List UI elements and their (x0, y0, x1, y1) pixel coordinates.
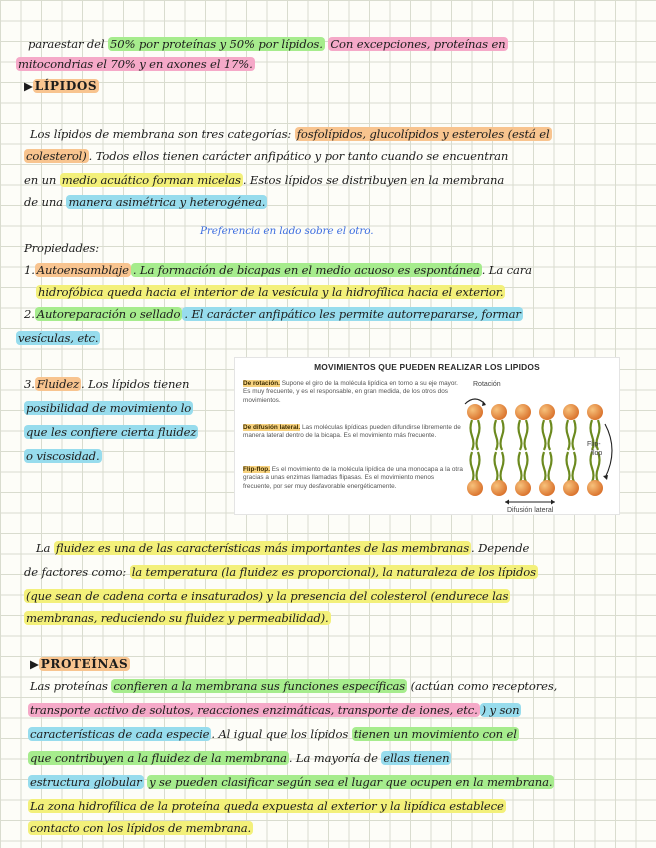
proteins-line1 (30, 678, 557, 694)
prop2-line2 (16, 330, 100, 346)
arrow-head (551, 500, 555, 505)
highlight: tienen un movimiento con el (353, 727, 517, 741)
highlight: colesterol) (26, 149, 87, 163)
proteins-line7 (28, 820, 253, 836)
section-title: PROTEÍNAS (40, 657, 129, 671)
label-diffusion: Difusión lateral (507, 507, 554, 514)
figure-term: De difusión lateral. (243, 424, 301, 431)
text: 2. (24, 307, 35, 321)
text: 3. (24, 377, 35, 391)
bilayer-diagram (455, 374, 615, 514)
proteins-line2 (28, 702, 521, 718)
text: . La mayoría de (288, 751, 378, 765)
highlight: Con excepciones, proteínas en (330, 37, 506, 51)
figure-item-flipflop (243, 466, 463, 491)
text: . Al igual que los lípidos (211, 727, 349, 741)
label-flop: flop (591, 450, 603, 457)
highlight: Autoensamblaje (36, 263, 129, 277)
prop2-line1 (24, 306, 523, 322)
arrow-head (603, 475, 608, 480)
prop3-line1 (24, 376, 189, 392)
intro-line-1 (28, 36, 508, 52)
highlight: (que sean de cadena corta e insaturados) y la presencia del colesterol (endurece las (26, 589, 509, 603)
text: Los lípidos de membrana son tres categorías: (30, 127, 292, 141)
lipids-p1-line3 (24, 172, 504, 188)
highlight: mitocondrias el 70% y en axones el 17%. (18, 57, 253, 71)
prop1-line1 (24, 262, 532, 278)
text: . La cara (481, 263, 532, 277)
proteins-line6 (28, 798, 506, 814)
intro-line-2 (16, 56, 255, 72)
label-flip: Flip- (587, 441, 601, 448)
text: . Estos lípidos se distribuyen en la membrana (242, 173, 505, 187)
figure-text: Supone el giro de la molécula lipídica en torno a su eje mayor. Es muy frecuente, y es el responsable, en gran medida, de los otros dos movimientos. (243, 380, 458, 404)
highlight: estructura globular (30, 775, 142, 789)
highlight: la temperatura (la fluidez es proporcional), la naturaleza de los lípidos (131, 565, 536, 579)
highlight: Fluidez (36, 377, 80, 391)
proteins-line4 (28, 750, 451, 766)
fluidity-line2 (24, 564, 538, 580)
figure-title: MOVIMIENTOS QUE PUEDEN REALIZAR LOS LIPIDOS (314, 362, 540, 372)
prop3-line3 (24, 424, 198, 440)
handwritten-note: Preferencia en lado sobre el otro. (200, 225, 374, 237)
prop1-line2 (36, 284, 505, 300)
highlight: hidrofóbica queda hacia el interior de la vesícula y la hidrofílica hacia el exterior. (38, 285, 504, 299)
text: (actúan como receptores, (410, 679, 558, 693)
lipids-p1-line1 (30, 126, 552, 142)
flip-flop-arrow (605, 424, 612, 478)
rotation-arrow (465, 399, 485, 404)
highlight: . El carácter anfipático les permite autorrepararse, formar (184, 307, 521, 321)
text: . La formación de bicapas en el medio acuoso es espontánea (132, 263, 480, 277)
figure-text: Las moléculas lipídicas pueden difundirse libremente de manera lateral dentro de la bicapa. Es el movimiento más frecuente. (243, 424, 461, 440)
fluidity-line1 (36, 540, 529, 556)
highlight: membranas, reduciendo su fluidez y permeabilidad). (26, 611, 329, 625)
text: La (36, 541, 51, 555)
highlight: que les confiere cierta fluidez (26, 425, 197, 439)
figure-item-rotation (243, 380, 463, 405)
highlight: que contribuyen a la fluidez de la membrana (30, 751, 287, 765)
figure-text: Es el movimiento de la molécula lipídica de una monocapa a la otra gracias a unas enzimas llamadas flipasas. Es el movimiento menos frecuente, por ser muy desfavorable energéticamente. (243, 466, 463, 490)
highlight: fosfolípidos, glucolípidos y esteroles (está el (296, 127, 550, 141)
text: ) y son (481, 703, 520, 717)
proteins-line3 (28, 726, 519, 742)
section-title: LÍPIDOS (34, 79, 98, 93)
highlight: fluidez es una de las características más importantes de las membranas (55, 541, 469, 555)
lipids-p1-line2 (24, 148, 508, 164)
fluidity-line3 (24, 588, 510, 604)
highlight: características de cada especie (30, 727, 210, 741)
highlight: confieren a la membrana sus funciones específicas (113, 679, 406, 693)
text: . Depende (471, 541, 530, 555)
properties-title: Propiedades: (24, 241, 99, 255)
highlight: medio acuático forman micelas (61, 173, 241, 187)
figure-item-lateral (243, 424, 463, 441)
highlight: posibilidad de movimiento lo (26, 401, 192, 415)
text: . Todos ellos tienen carácter anfipático y por tanto cuando se encuentran (88, 149, 509, 163)
proteins-heading (30, 656, 130, 672)
highlight: o viscosidad. (26, 449, 100, 463)
triangle-right-icon: ▶ (30, 657, 39, 671)
prop3-line2 (24, 400, 193, 416)
lipid-bilayer (467, 404, 603, 496)
highlight: contacto con los lípidos de membrana. (30, 821, 252, 835)
figure-term: Flip-flop. (243, 466, 270, 473)
fluidity-line4 (24, 610, 331, 626)
triangle-right-icon: ▶ (24, 79, 33, 93)
highlight: y se pueden clasificar según sea el lugar que ocupen en la membrana. (149, 775, 553, 789)
lipids-heading (24, 78, 99, 94)
lipids-p1-line4 (24, 194, 267, 210)
text: de factores como: (24, 565, 127, 579)
highlight: 50% por proteínas y 50% por lípidos. (110, 37, 323, 51)
proteins-line5 (28, 774, 554, 790)
text: en un (24, 173, 57, 187)
text: Las proteínas (30, 679, 108, 693)
highlight: La zona hidrofílica de la proteína queda expuesta al exterior y la lipídica establece (30, 799, 504, 813)
label-rotation: Rotación (473, 381, 501, 388)
highlight: manera asimétrica y heterogénea. (68, 195, 266, 209)
arrow-head (505, 500, 509, 505)
text: de una (24, 195, 63, 209)
highlight: Autoreparación o sellado (36, 307, 181, 321)
text: . Los lípidos tienen (81, 377, 190, 391)
highlight: transporte activo de solutos, reacciones enzimáticas, transporte de iones, etc. (30, 703, 478, 717)
highlight: vesículas, etc. (18, 331, 99, 345)
highlight: ellas tienen (383, 751, 450, 765)
figure-term: De rotación. (243, 380, 280, 387)
text: paraestar del (28, 37, 105, 51)
text: 1. (24, 263, 35, 277)
lipid-movements-figure (234, 357, 620, 515)
prop3-line4 (24, 448, 102, 464)
